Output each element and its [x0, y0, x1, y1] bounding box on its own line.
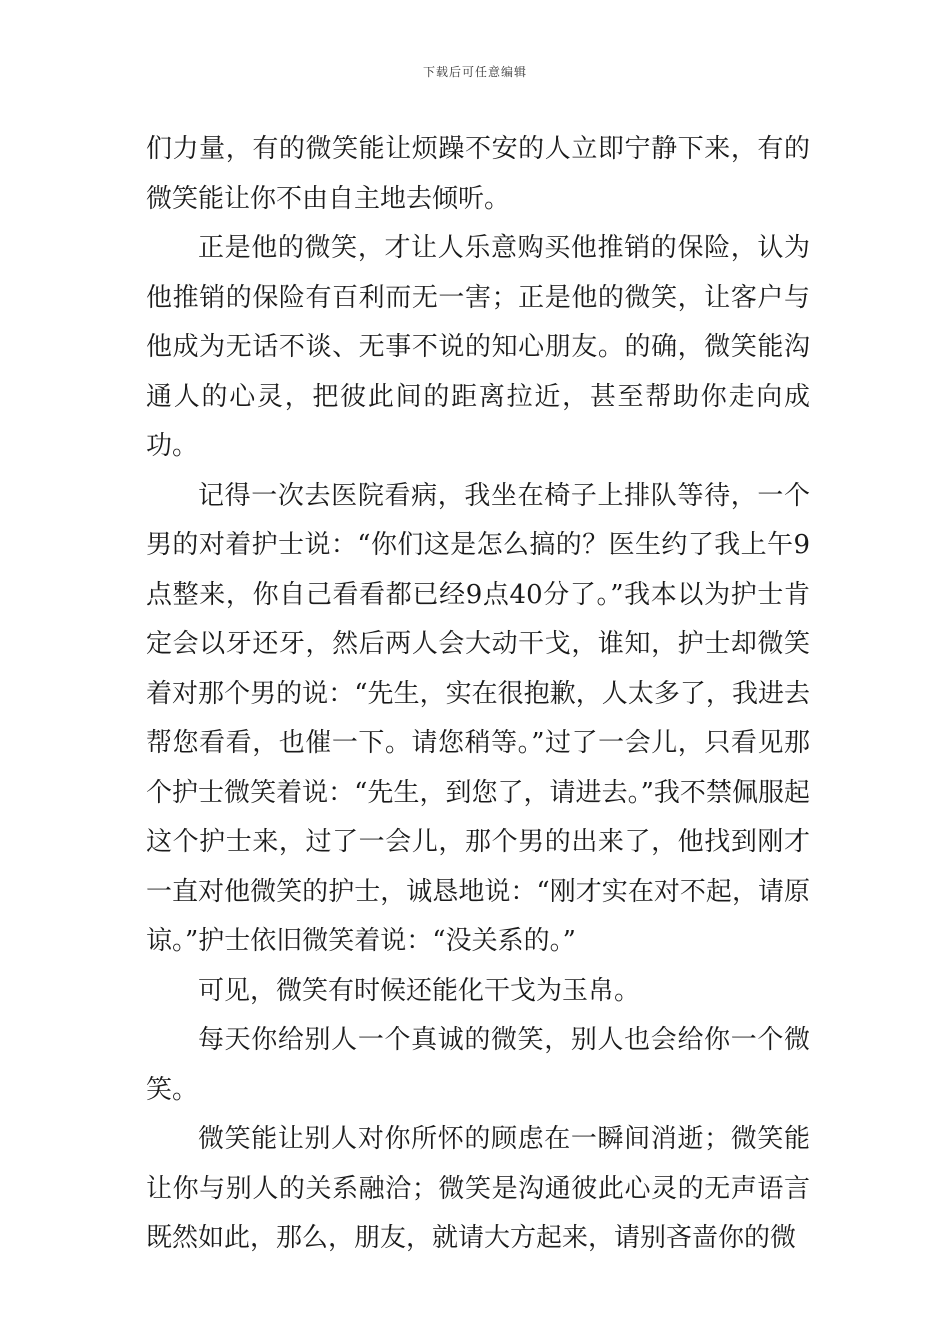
paragraph-continuation: 们力量，有的微笑能让烦躁不安的人立即宁静下来，有的微笑能让你不由自主地去倾听。 [146, 134, 810, 214]
paragraph: 每天你给别人一个真诚的微笑，别人也会给你一个微笑。 [146, 1025, 810, 1105]
paragraph: 微笑能让别人对你所怀的顾虑在一瞬间消逝；微笑能让你与别人的关系融洽；微笑是沟通彼此心灵的无声语言既然如此，那么，朋友，就请大方起来，请别吝啬你的微 [146, 1124, 810, 1253]
paragraph: 正是他的微笑，才让人乐意购买他推销的保险，认为他推销的保险有百利而无一害；正是他的微笑，让客户与他成为无话不谈、无事不说的知心朋友。的确，微笑能沟通人的心灵，把彼此间的距离拉近，甚至帮助你走向成功。 [146, 233, 810, 461]
document-body [146, 125, 810, 1264]
paragraph: 可见，微笑有时候还能化干戈为玉帛。 [198, 975, 641, 1006]
paragraph: 记得一次去医院看病，我坐在椅子上排队等待，一个男的对着护士说：“你们这是怎么搞的？医生约了我上午9点整来，你自己看看都已经9点40分了。”我本以为护士肯定会以牙还牙，然后两人会大动干戈，谁知，护士却微笑着对那个男的说：“先生，实在很抱歉，人太多了，我进去帮您看看，也催一下。请您稍等。”过了一会儿，只看见那个护士微笑着说：“先生，到您了，请进去。”我不禁佩服起这个护士来，过了一会儿，那个男的出来了，他找到刚才一直对他微笑的护士，诚恳地说：“刚才实在对不起，请原谅。”护士依旧微笑着说：“没关系的。” [146, 480, 810, 956]
page-header: 下载后可任意编辑 [422, 65, 527, 79]
